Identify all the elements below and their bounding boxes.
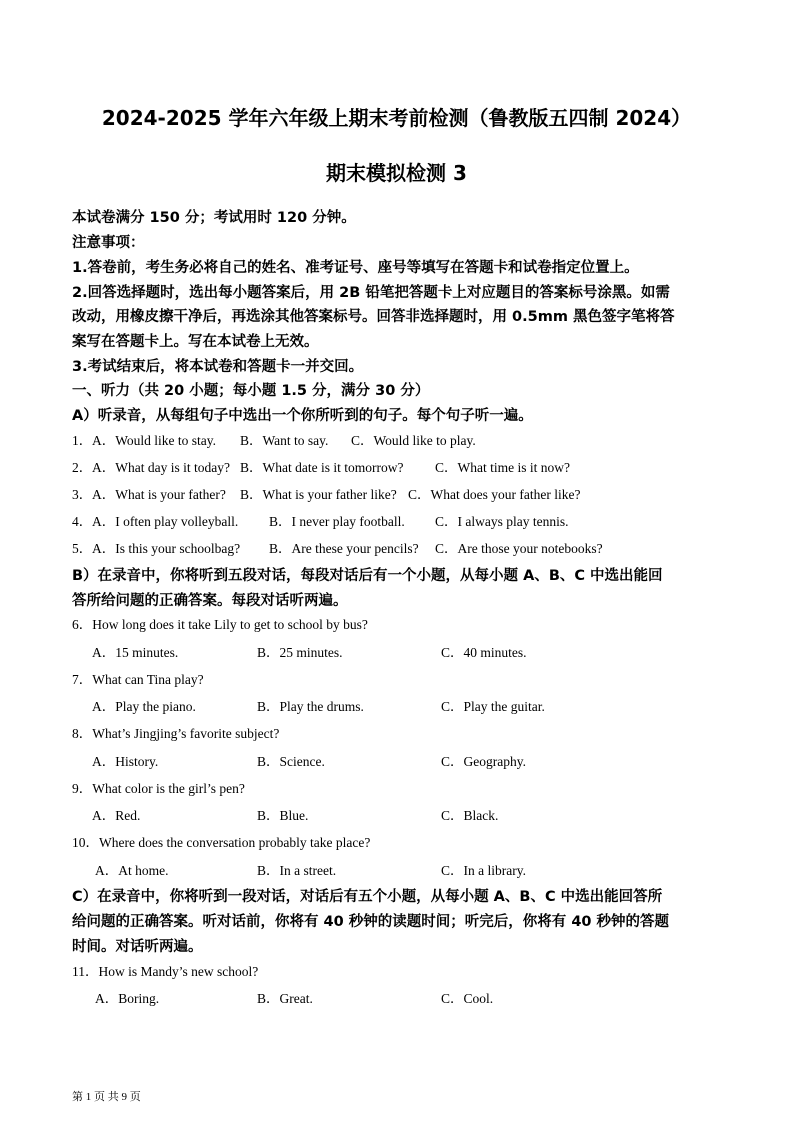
section-a-heading: A）听录音，从每组句子中选出一个你所听到的句子。每个句子听一遍。 xyxy=(72,408,533,424)
option-c: C．Geography. xyxy=(441,754,526,769)
option-a: A．Is this your schoolbag? xyxy=(92,541,241,556)
option-c: C．Play the guitar. xyxy=(441,699,545,714)
question-text: 8．What’s Jingjing’s favorite subject? xyxy=(72,726,280,741)
page-footer: 第 1 页 共 9 页 xyxy=(72,1091,141,1103)
page-subtitle: 期末模拟检测 3 xyxy=(326,161,467,185)
question-text: 6．How long does it take Lily to get to school by bus? xyxy=(72,617,368,632)
option-b: B．Are these your pencils? xyxy=(269,541,419,556)
question-text: 7．What can Tina play? xyxy=(72,672,204,687)
option-b: B．What is your father like? xyxy=(240,487,397,502)
option-a: A．Boring. xyxy=(95,991,160,1006)
option-a: A．History. xyxy=(92,754,159,769)
notice-title: 注意事项： xyxy=(72,235,145,251)
option-b: B．Blue. xyxy=(257,808,309,823)
option-c: C．I always play tennis. xyxy=(435,514,569,529)
option-a: A．At home. xyxy=(95,863,169,878)
option-c: C．What does your father like? xyxy=(408,487,581,502)
section-c-heading-line-2: 给问题的正确答案。听对话前，你将有 40 秒钟的读题时间；听完后，你将有 40 秒钟的答题 xyxy=(72,914,670,930)
page-title: 2024-2025 学年六年级上期末考前检测（鲁教版五四制 2024） xyxy=(101,106,692,130)
option-b: B．25 minutes. xyxy=(257,645,343,660)
section-b-heading-line-1: B）在录音中，你将听到五段对话，每段对话后有一个小题，从每小题 A、B、C 中选出能回 xyxy=(72,568,663,584)
option-b: B．Great. xyxy=(257,991,313,1006)
note-2-line-1: 2.回答选择题时，选出每小题答案后，用 2B 铅笔把答题卡上对应题目的答案标号涂黑。如需 xyxy=(72,285,670,301)
option-b: B．I never play football. xyxy=(269,514,405,529)
question-text: 10．Where does the conversation probably take place? xyxy=(72,835,371,850)
section-c-heading-line-1: C）在录音中，你将听到一段对话，对话后有五个小题，从每小题 A、B、C 中选出能回答所 xyxy=(72,889,663,905)
section-b-heading-line-2: 答所给问题的正确答案。每段对话听两遍。 xyxy=(72,593,348,609)
option-a: A．Play the piano. xyxy=(92,699,196,714)
option-a: A．What day is it today? xyxy=(92,460,230,475)
item-number: 3． xyxy=(72,487,93,502)
item-number: 4． xyxy=(72,514,93,529)
question-text: 11．How is Mandy’s new school? xyxy=(72,964,259,979)
note-2-line-2: 改动，用橡皮擦干净后，再选涂其他答案标号。回答非选择题时，用 0.5mm 黑色签字笔将答 xyxy=(72,309,675,325)
option-c: C．Would like to play. xyxy=(351,433,476,448)
option-a: A．I often play volleyball. xyxy=(92,514,239,529)
note-3: 3.考试结束后，将本试卷和答题卡一并交回。 xyxy=(72,359,364,375)
option-a: A．What is your father? xyxy=(92,487,226,502)
option-b: B．What date is it tomorrow? xyxy=(240,460,404,475)
item-number: 1． xyxy=(72,433,93,448)
option-a: A．Red. xyxy=(92,808,141,823)
section-c-heading-line-3: 时间。对话听两遍。 xyxy=(72,939,203,955)
question-text: 9．What color is the girl’s pen? xyxy=(72,781,245,796)
option-c: C．40 minutes. xyxy=(441,645,527,660)
option-c: C．Cool. xyxy=(441,991,494,1006)
note-1: 1.答卷前，考生务必将自己的姓名、准考证号、座号等填写在答题卡和试卷指定位置上。 xyxy=(72,260,639,276)
option-c: C．Are those your notebooks? xyxy=(435,541,603,556)
option-c: C．What time is it now? xyxy=(435,460,570,475)
option-b: B．Play the drums. xyxy=(257,699,364,714)
option-b: B．Want to say. xyxy=(240,433,329,448)
option-c: C．In a library. xyxy=(441,863,526,878)
item-number: 5． xyxy=(72,541,93,556)
part1-heading: 一、听力（共 20 小题；每小题 1.5 分，满分 30 分） xyxy=(72,383,430,399)
option-b: B．Science. xyxy=(257,754,325,769)
option-a: A．15 minutes. xyxy=(92,645,179,660)
note-2-line-3: 案写在答题卡上。写在本试卷上无效。 xyxy=(72,334,319,350)
option-a: A．Would like to stay. xyxy=(92,433,217,448)
option-b: B．In a street. xyxy=(257,863,337,878)
score-line: 本试卷满分 150 分；考试用时 120 分钟。 xyxy=(72,210,356,226)
option-c: C．Black. xyxy=(441,808,499,823)
item-number: 2． xyxy=(72,460,93,475)
